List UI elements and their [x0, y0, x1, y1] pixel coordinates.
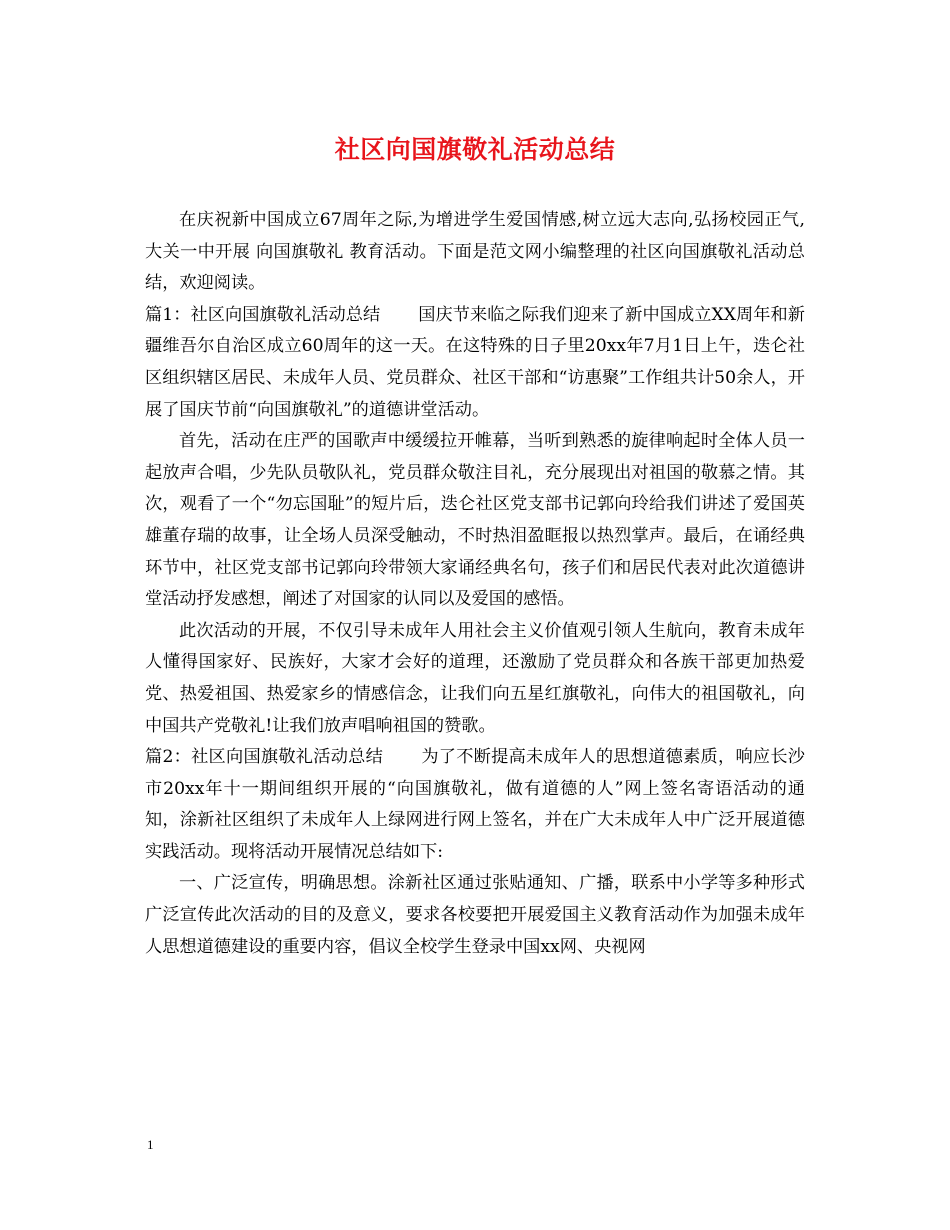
document-title: 社区向国旗敬礼活动总结 — [334, 135, 616, 164]
section-1-paragraph — [145, 300, 805, 426]
body-paragraph-2: 首先，活动在庄严的国歌声中缓缓拉开帷幕，当听到熟悉的旋律响起时全体人员一起放声合唱，少先队员敬队礼，党员群众敬注目礼，充分展现出对祖国的敬慕之情。其次，观看了一个“勿忘国耻”的短片后，迭仑社区党支部书记郭向玲给我们讲述了爱国英雄董存瑞的故事，让全场人员深受触动，不时热泪盈眶报以热烈掌声。最后，在诵经典环节中，社区党支部书记郭向玲带领大家诵经典名句，孩子们和居民代表对此次道德讲堂活动抒发感想，阐述了对国家的认同以及爱国的感悟。 — [145, 431, 805, 610]
intro-paragraph: 在庆祝新中国成立67周年之际,为增进学生爱国情感,树立远大志向,弘扬校园正气,大关一中开展 向国旗敬礼 教育活动。下面是范文网小编整理的社区向国旗敬礼活动总结，欢迎阅读。 — [145, 210, 805, 294]
page-number: 1 — [147, 1137, 154, 1152]
section-1-heading: 篇1：社区向国旗敬礼活动总结 — [145, 304, 381, 325]
body-paragraph-3: 此次活动的开展，不仅引导未成年人用社会主义价值观引领人生航向，教育未成年人懂得国家好、民族好，大家才会好的道理，还激励了党员群众和各族干部更加热爱党、热爱祖国、热爱家乡的情感信念，让我们向五星红旗敬礼，向伟大的祖国敬礼，向中国共产党敬礼!让我们放声唱响祖国的赞歌。 — [145, 620, 805, 736]
document-body — [145, 205, 805, 963]
section-1-text: 国庆节来临之际我们迎来了新中国成立XX周年和新疆维吾尔自治区成立60周年的这一天。在这特殊的日子里20xx年7月1日上午，迭仑社区组织辖区居民、未成年人员、党员群众、社区干部和“访惠聚”工作组共计50余人，开展了国庆节前“向国旗敬礼”的道德讲堂活动。 — [145, 304, 805, 420]
section-2-text: 为了不断提高未成年人的思想道德素质，响应长沙市20xx年十一期间组织开展的“向国旗敬礼，做有道德的人”网上签名寄语活动的通知，涂新社区组织了未成年人上绿网进行网上签名，并在广大未成年人中广泛开展道德实践活动。现将活动开展情况总结如下: — [145, 747, 805, 862]
section-2-paragraph — [145, 742, 805, 868]
section-2-heading: 篇2：社区向国旗敬礼活动总结 — [145, 747, 384, 768]
body-paragraph-5: 一、广泛宣传，明确思想。涂新社区通过张贴通知、广播，联系中小学等多种形式广泛宣传此次活动的目的及意义，要求各校要把开展爱国主义教育活动作为加强未成年人思想道德建设的重要内容，倡议全校学生登录中国xx网、央视网 — [145, 873, 805, 957]
